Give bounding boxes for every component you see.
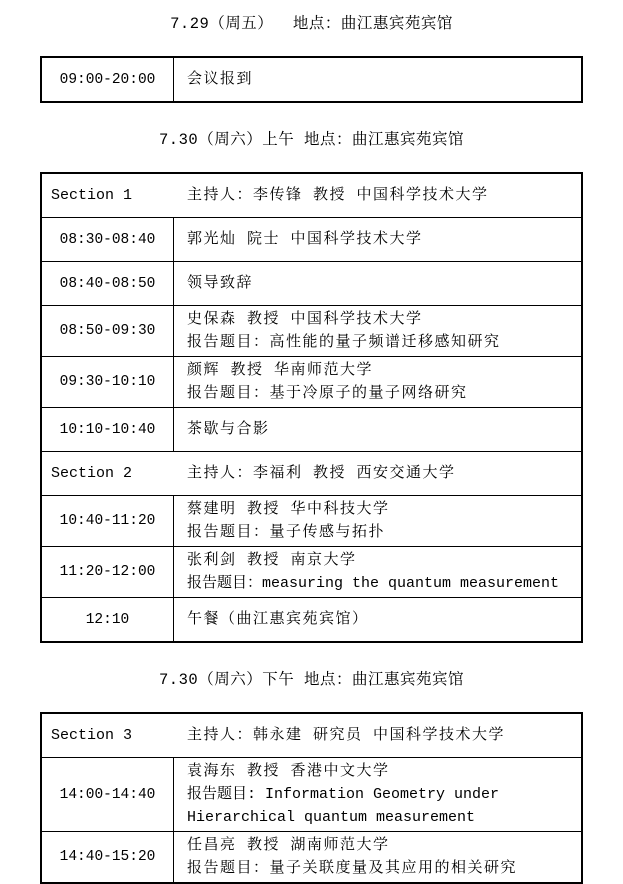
session-heading: 7.29（周五） 地点：曲江惠宾苑宾馆 [170,15,453,33]
schedule-row [42,831,581,882]
time-cell: 08:40-08:50 [42,262,174,305]
schedule-table [40,712,583,884]
event-cell [174,357,581,407]
session-block [0,14,623,103]
event-text-line: 主持人：李传锋 教授 中国科学技术大学 [187,187,489,204]
event-text-line: 任昌亮 教授 湖南师范大学 [187,837,390,854]
time-cell: 09:30-10:10 [42,357,174,407]
schedule-table [40,56,583,103]
event-cell [174,452,581,495]
session-block [0,670,623,884]
time-cell: 10:10-10:40 [42,408,174,451]
event-text-line: 张利剑 教授 南京大学 [187,552,357,569]
event-text-line: 报告题目：measuring the quantum measurement [187,575,560,592]
event-cell [174,58,581,101]
schedule-row [42,305,581,356]
schedule-row [42,597,581,641]
section-header-row [42,174,581,217]
time-cell: 10:40-11:20 [42,496,174,546]
event-text-line: 报告题目：量子传感与拓扑 [187,524,386,541]
session-heading: 7.30（周六）上午 地点：曲江惠宾苑宾馆 [158,131,464,149]
schedule-table [40,172,583,643]
time-cell: 09:00-20:00 [42,58,174,101]
schedule-row [42,407,581,451]
event-text-line: 报告题目: Information Geometry under [187,786,500,803]
event-cell [174,408,581,451]
event-cell [174,758,581,831]
event-text-line: 报告题目：量子关联度量及其应用的相关研究 [187,860,518,877]
event-cell [174,218,581,261]
event-cell [174,832,581,882]
event-text-line: 颜辉 教授 华南师范大学 [187,362,374,379]
event-cell [174,174,581,217]
time-cell: 14:40-15:20 [42,832,174,882]
time-cell: 08:50-09:30 [42,306,174,356]
section-label: Section 1 [51,187,133,204]
time-cell: 12:10 [42,598,174,641]
event-cell [174,306,581,356]
event-text-line: 报告题目：高性能的量子频谱迁移感知研究 [187,334,501,351]
section-header-row [42,451,581,495]
event-cell [174,547,581,597]
session-heading: 7.30（周六）下午 地点：曲江惠宾苑宾馆 [158,671,464,689]
schedule-row [42,757,581,831]
time-cell: 11:20-12:00 [42,547,174,597]
event-text-line: 主持人：李福利 教授 西安交通大学 [187,465,456,482]
section-label: Section 2 [51,465,133,482]
event-text-line: 会议报到 [187,71,254,88]
event-text-line: 午餐（曲江惠宾苑宾馆） [187,611,369,628]
event-cell [174,714,581,757]
schedule-row [42,495,581,546]
section-label: Section 3 [51,727,133,744]
schedule-row [42,217,581,261]
session-block [0,130,623,643]
section-header-row [42,714,581,757]
event-text-line: 袁海东 教授 香港中文大学 [187,763,390,780]
event-text-line: 主持人：韩永建 研究员 中国科学技术大学 [187,727,506,744]
schedule-row [42,546,581,597]
event-text-line: 茶歇与合影 [187,421,270,438]
schedule-row [42,356,581,407]
event-text-line: Hierarchical quantum measurement [187,809,476,826]
event-cell [174,598,581,641]
schedule-row [42,261,581,305]
event-text-line: 史保森 教授 中国科学技术大学 [187,311,423,328]
time-cell: 08:30-08:40 [42,218,174,261]
event-cell [174,262,581,305]
event-text-line: 蔡建明 教授 华中科技大学 [187,501,390,518]
event-cell [174,496,581,546]
event-text-line: 领导致辞 [187,275,254,292]
event-text-line: 报告题目：基于冷原子的量子网络研究 [187,385,468,402]
event-text-line: 郭光灿 院士 中国科学技术大学 [187,231,423,248]
schedule-row [42,58,581,101]
time-cell: 14:00-14:40 [42,758,174,831]
